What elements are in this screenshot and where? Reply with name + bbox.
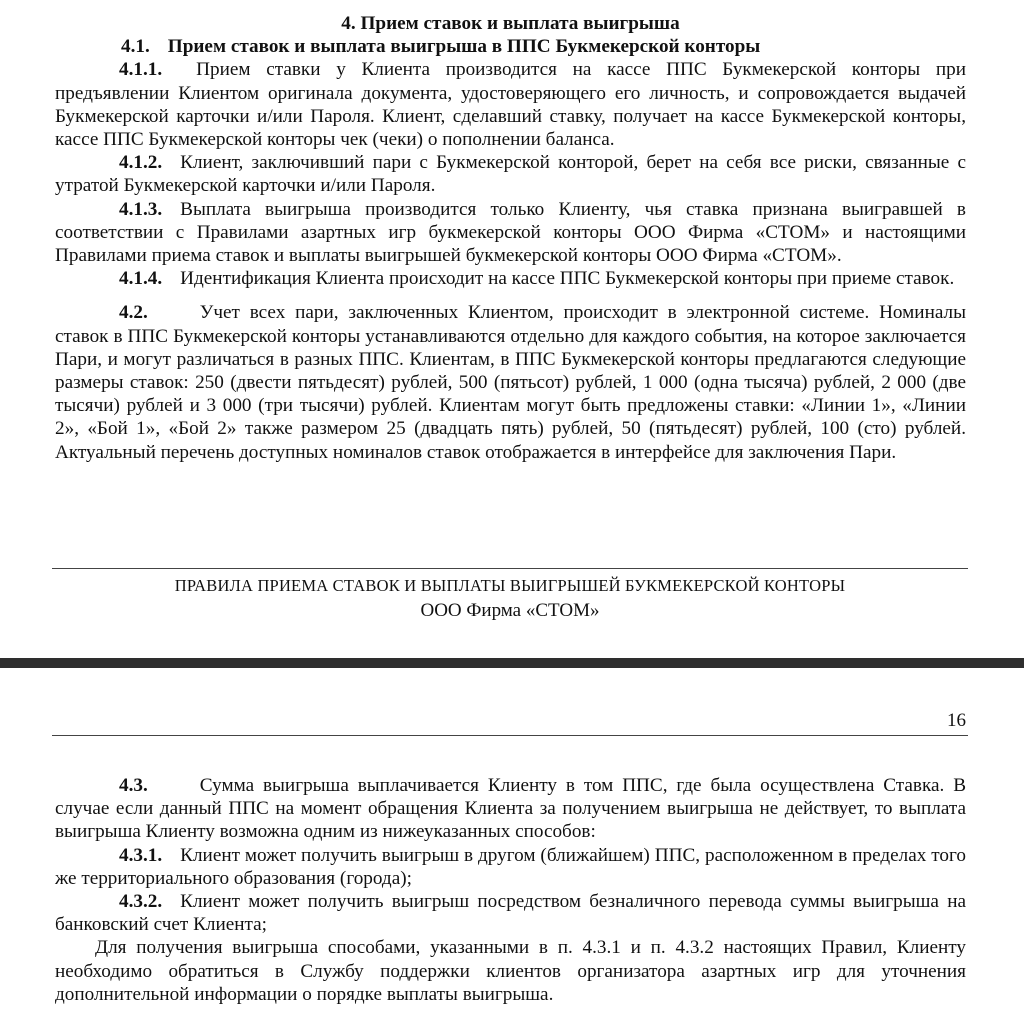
clause-number: 4.1.4. — [119, 268, 163, 290]
footer-rule — [52, 568, 968, 569]
clause-number: 4.1.2. — [119, 152, 163, 174]
clause-text: Выплата выигрыша производится только Клиенту, чья ставка признана выигравшей в соответствии с Правилами азартных игр букмекерской конторы ООО Фирма «СТОМ» и настоящими Правилами приема ставок и выплаты выигрышей букмекерской конторы ООО Фирма «СТОМ». — [55, 198, 966, 267]
subsection-title — [55, 35, 966, 58]
clause-number: 4.3.1. — [119, 844, 163, 866]
clause-4-2 — [55, 301, 966, 463]
clause-text: Клиент может получить выигрыш посредством безналичного перевода суммы выигрыша на банковский счет Клиента; — [55, 891, 966, 936]
clause-text: Клиент может получить выигрыш в другом (ближайшем) ППС, расположенном в пределах того же территориального образования (города); — [55, 844, 966, 889]
page-number: 16 — [947, 710, 966, 731]
clause-number: 4.1.1. — [119, 59, 163, 81]
clause-number: 4.1.3. — [119, 198, 163, 220]
subsection-number: 4.1. — [121, 36, 150, 58]
clause-4-1-3 — [55, 198, 966, 268]
page-footer — [52, 576, 968, 622]
header-rule — [52, 735, 968, 736]
bottom-text-block — [55, 774, 966, 1006]
page-bottom — [0, 668, 1024, 1023]
clause-number: 4.2. — [119, 302, 148, 324]
clause-4-1-1 — [55, 58, 966, 151]
closing-paragraph: Для получения выигрыша способами, указанными в п. 4.3.1 и п. 4.3.2 настоящих Правил, Клиенту необходимо обратиться в Службу поддержки клиентов организатора азартных игр для уточнения дополнительной информации о порядке выплаты выигрыша. — [55, 937, 966, 1005]
clause-4-3-1 — [55, 844, 966, 890]
top-text-block — [55, 12, 966, 464]
clause-text: Сумма выигрыша выплачивается Клиенту в том ППС, где была осуществлена Ставка. В случае если данный ППС на момент обращения Клиента за получением выигрыша не действует, то выплата выигрыша Клиенту возможна одним из нижеуказанных способов: — [55, 775, 966, 843]
clause-number: 4.3. — [119, 775, 148, 796]
clause-4-3-2 — [55, 890, 966, 936]
clause-4-1-2 — [55, 151, 966, 197]
footer-company: ООО Фирма «СТОМ» — [420, 600, 600, 621]
clause-text: Идентификация Клиента происходит на кассе ППС Букмекерской конторы при приеме ставок. — [180, 268, 955, 290]
clause-text: Прием ставки у Клиента производится на кассе ППС Букмекерской конторы при предъявлении Клиентом оригинала документа, удостоверяющего его личность, и сопровождается выдачей Букмекерской карточки и/или Пароля. Клиент, сделавший ставку, получает на кассе Букмекерской конторы, кассе ППС Букмекерской конторы чек (чеки) о пополнении баланса. — [55, 59, 966, 151]
page-separator — [0, 658, 1024, 668]
clause-text: Клиент, заключивший пари с Букмекерской конторой, берет на себя все риски, связанные с утратой Букмекерской карточки и/или Пароля. — [55, 152, 966, 197]
section-title: 4. Прием ставок и выплата выигрыша — [341, 13, 680, 34]
footer-title: ПРАВИЛА ПРИЕМА СТАВОК И ВЫПЛАТЫ ВЫИГРЫШЕЙ БУКМЕКЕРСКОЙ КОНТОРЫ — [174, 576, 846, 595]
subsection-text: Прием ставок и выплата выигрыша в ППС Букмекерской конторы — [167, 36, 761, 58]
clause-4-1-4 — [55, 267, 966, 290]
clause-4-3 — [55, 774, 966, 844]
clause-text: Учет всех пари, заключенных Клиентом, происходит в электронной системе. Номиналы ставок в ППС Букмекерской конторы устанавливаются отдельно для каждого события, на которое заключается Пари, и могут различаться в разных ППС. Клиентам, в ППС Букмекерской конторы предлагаются следующие размеры ставок: 250 (двести пятьдесят) рублей, 500 (пятьсот) рублей, 1 000 (одна тысяча) рублей, 2 000 (две тысячи) рублей и 3 000 (три тысячи) рублей. Клиентам могут быть предложены ставки: «Линии 1», «Линии 2», «Бой 1», «Бой 2» также размером 25 (двадцать пять) рублей, 50 (пятьдесят) рублей, 100 (сто) рублей. Актуальный перечень доступных номиналов ставок отображается в интерфейсе для заключения Пари. — [55, 302, 966, 463]
clause-number: 4.3.2. — [119, 891, 163, 913]
